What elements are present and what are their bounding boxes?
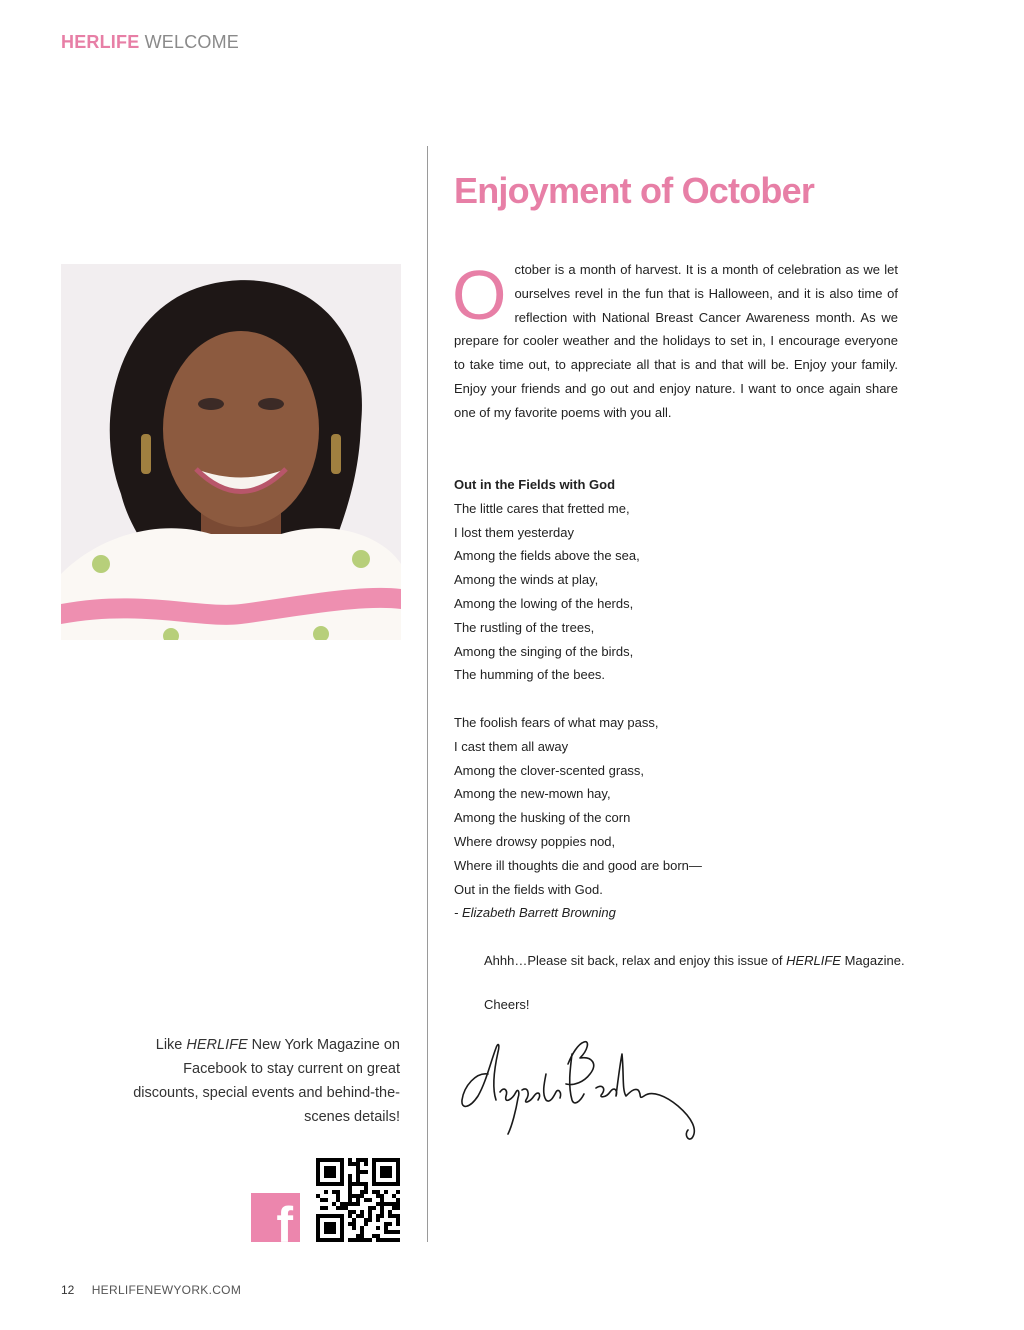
page-footer bbox=[61, 1283, 241, 1297]
article-title: Enjoyment of October bbox=[454, 170, 815, 211]
poem-line: I lost them yesterday bbox=[454, 524, 574, 540]
poem-line: The rustling of the trees, bbox=[454, 619, 595, 635]
poem-title: Out in the Fields with God bbox=[454, 477, 616, 492]
poem-line: Among the winds at play, bbox=[454, 572, 599, 588]
intro-text: ctober is a month of harvest. It is a month of celebration as we let ourselves revel in the fun that is Halloween, and it is also time of reflection with National Breast Cancer Awareness month. As we prepare for cooler weather and the holidays to set in, I encourage everyone to take time out, to appreciate all that is and that will be. Enjoy your family. Enjoy your friends and go out and enjoy nature. I want to once again share one of my favorite poems with you all. bbox=[454, 262, 898, 420]
poem-line: The humming of the bees. bbox=[454, 667, 606, 683]
closing-cheers: Cheers! bbox=[484, 997, 530, 1012]
poem-line: I cast them all away bbox=[454, 738, 569, 754]
closing-text-before: Ahhh…Please sit back, relax and enjoy this issue of bbox=[484, 953, 787, 968]
poem-line: Where ill thoughts die and good are born— bbox=[454, 857, 702, 873]
poem-line: Among the fields above the sea, bbox=[454, 548, 640, 564]
poem-author: - Elizabeth Barrett Browning bbox=[454, 905, 616, 921]
poem-line: Among the lowing of the herds, bbox=[454, 595, 634, 611]
poem bbox=[454, 473, 914, 925]
editor-photo bbox=[61, 264, 401, 640]
header-brand: HERLIFE bbox=[61, 32, 140, 52]
header-section: WELCOME bbox=[144, 32, 240, 52]
facebook-icon[interactable]: f bbox=[251, 1193, 300, 1242]
poem-line: Out in the fields with God. bbox=[454, 881, 603, 897]
closing-brand: HERLIFE bbox=[786, 953, 841, 968]
poem-line: The foolish fears of what may pass, bbox=[454, 714, 659, 730]
section-header bbox=[61, 32, 239, 53]
poem-line: Among the clover-scented grass, bbox=[454, 762, 645, 778]
qr-code[interactable] bbox=[316, 1158, 400, 1242]
facebook-promo bbox=[120, 1033, 400, 1129]
facebook-promo-part1: Like bbox=[155, 1037, 187, 1053]
poem-line: The little cares that fretted me, bbox=[454, 500, 630, 516]
closing-text-after: Magazine. bbox=[840, 953, 905, 968]
poem-line: Where drowsy poppies nod, bbox=[454, 833, 616, 849]
poem-line: Among the husking of the corn bbox=[454, 810, 631, 826]
editor-signature bbox=[456, 1034, 706, 1144]
drop-cap: O bbox=[452, 256, 507, 334]
poem-line: Among the singing of the birds, bbox=[454, 643, 634, 659]
stanza-break bbox=[454, 687, 914, 711]
footer-website: HERLIFENEWYORK.COM bbox=[91, 1283, 242, 1297]
article-intro bbox=[454, 258, 898, 425]
facebook-promo-part2: New York Magazine on Facebook to stay current on great discounts, special events and behind-the-scenes details! bbox=[133, 1037, 400, 1125]
page-number: 12 bbox=[61, 1283, 75, 1297]
poem-line: Among the new-mown hay, bbox=[454, 786, 611, 802]
facebook-promo-brand: HERLIFE bbox=[186, 1037, 248, 1053]
closing-line bbox=[484, 949, 905, 973]
column-divider bbox=[427, 146, 428, 1242]
